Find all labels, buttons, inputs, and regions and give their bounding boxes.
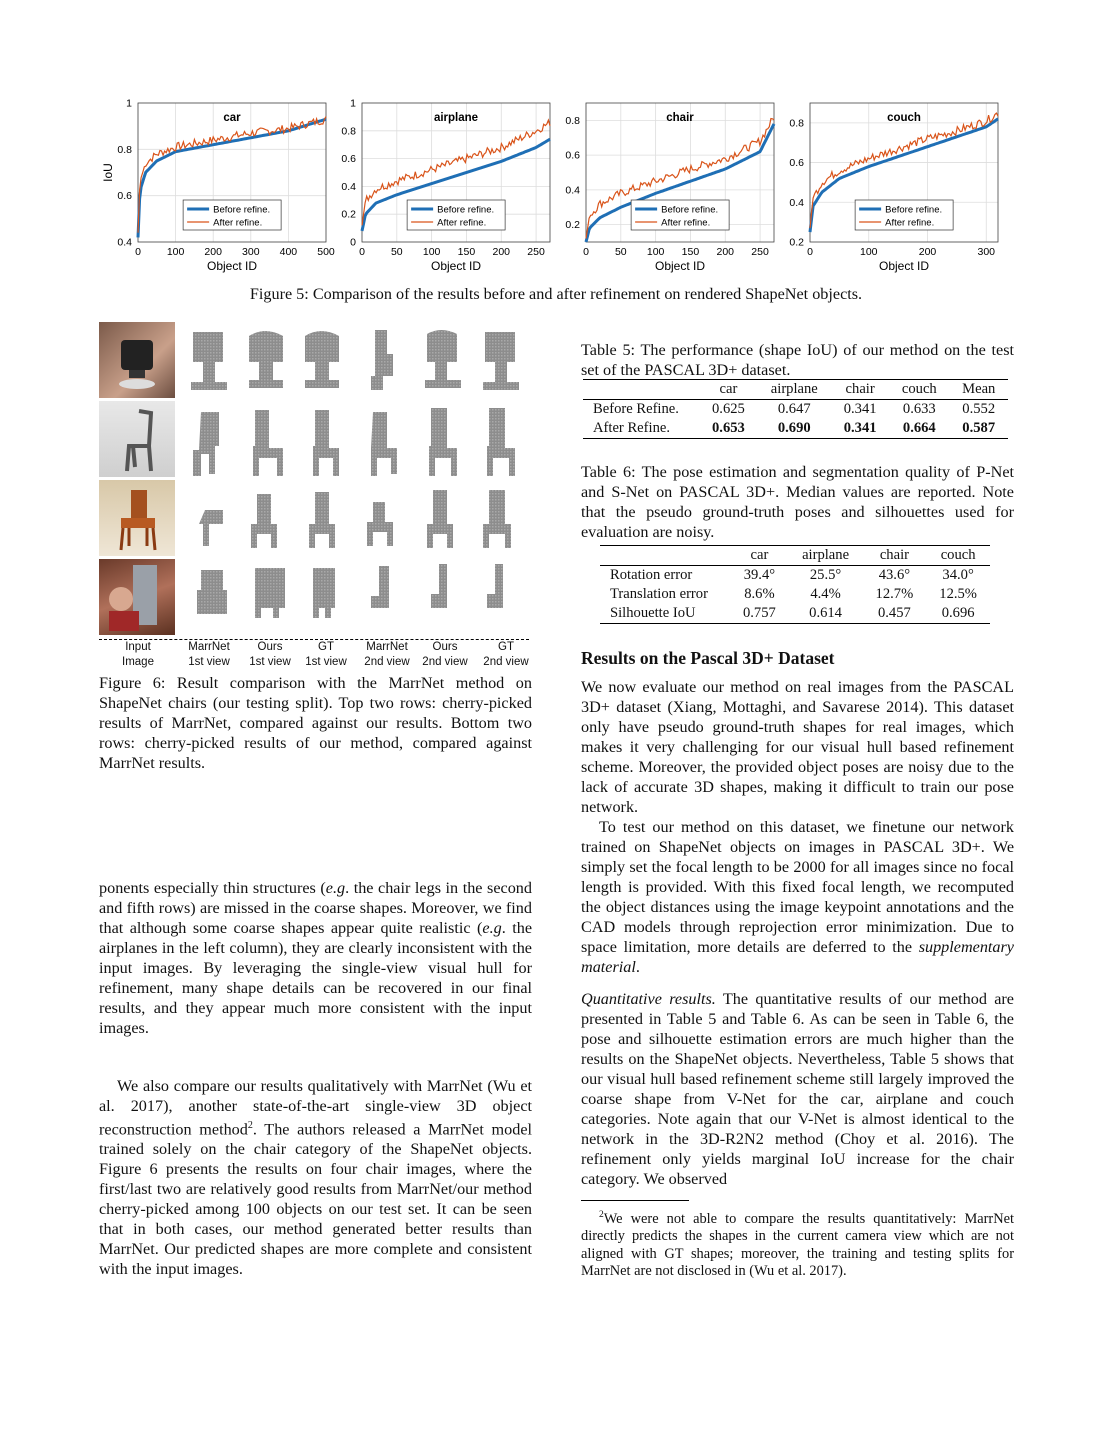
chart-title: couch (887, 112, 921, 124)
label-ours-1: Ours 1st view (249, 641, 291, 668)
label-marrnet-1: MarrNet 1st view (188, 641, 230, 668)
x-axis-label: Object ID (430, 259, 482, 273)
y-tick-label: 0 (350, 236, 356, 249)
input-photo-1 (99, 322, 175, 398)
x-tick-label: 200 (918, 246, 937, 258)
table5-caption: Table 5: The performance (shape IoU) of our method on the test set of the PASCAL 3D+ dataset. (581, 341, 1014, 379)
input-photo-4 (99, 559, 175, 635)
chart-svg (770, 95, 996, 285)
x-tick-label: 400 (279, 246, 298, 258)
y-tick-label: 0.6 (565, 149, 580, 162)
chart-couch (770, 95, 996, 285)
table-row: After Refine. 0.653 0.690 0.341 0.664 0.587 (583, 419, 1008, 439)
y-tick-label: 1 (126, 97, 132, 110)
legend-before-label: Before refine. (437, 204, 495, 216)
y-tick-label: 0.2 (789, 236, 804, 249)
footnote: $^2$We were not able to compare the results quantitatively: MarrNet directly predicts the shapes in the current camera view which are not aligned with GT shapes; moreover, the training and testing splits for MarrNet are not disclosed in (Wu et al. 2017). (581, 1210, 1014, 1280)
label-gt-1: GT 1st view (305, 641, 347, 668)
y-tick-label: 0.2 (565, 219, 580, 232)
y-tick-label: 0.8 (789, 117, 804, 130)
legend-after-label: After refine. (885, 217, 935, 229)
x-tick-label: 100 (859, 246, 878, 258)
y-tick-label: 0.8 (565, 114, 580, 127)
chart-svg (546, 95, 768, 285)
table6-caption: Table 6: The pose estimation and segmentation quality of P-Net and S-Net on PASCAL 3D+. Median values are reported. Note that the pseudo ground-truth poses and silhouettes used for evaluation are noisy. (581, 463, 1014, 541)
x-tick-label: 50 (390, 246, 403, 258)
x-axis-label: Object ID (878, 259, 930, 273)
chart-chair (546, 95, 768, 285)
chart-title: car (223, 112, 241, 124)
x-tick-label: 200 (492, 246, 511, 258)
right-column-text (581, 677, 1014, 1189)
x-tick-label: 150 (681, 246, 700, 258)
x-tick-label: 250 (527, 246, 545, 258)
input-photo-2 (99, 401, 175, 477)
x-tick-label: 50 (614, 246, 627, 258)
figure5-caption: Figure 5: Comparison of the results before and after refinement on rendered ShapeNet objects. (249, 285, 863, 303)
right-paragraph-3: Quantitative results. The quantitative results of our method are presented in Table 5 and Table 6. As can be seen in Table 6, the pose and silhouette estimation errors are much higher than the results on the ShapeNet objects. Nevertheless, Table 5 shows that our visual hull based refinement scheme still largely improved the coarse shape from V-Net for the car, airplane and couch categories. Note again that our V-Net is almost identical to the network in the 3D-R2N2 method (Choy et al. 2016). The refinement only yields marginal IoU increase for the chair category. We observed (581, 990, 1014, 1188)
section-heading: Results on the Pascal 3D+ Dataset (581, 648, 835, 668)
x-tick-label: 250 (751, 246, 769, 258)
legend-after-label: After refine. (213, 217, 263, 229)
x-tick-label: 500 (317, 246, 335, 258)
x-axis-label: Object ID (654, 259, 706, 273)
legend-before-label: Before refine. (213, 204, 271, 216)
x-tick-label: 150 (457, 246, 476, 258)
legend-after-label: After refine. (437, 217, 487, 229)
table-row: Rotation error 39.4° 25.5° 43.6° 34.0° (610, 567, 974, 583)
right-paragraph-2: To test our method on this dataset, we finetune our network trained on ShapeNet objects on images in PASCAL 3D+. We simply set the focal length to be 2000 for all images since no focal length is provided. With this fixed focal length, we recomputed the object distances using the image keypoint annotations and the CAD models through reprojection error minimization. Due to space limitation, more details are deferred to the supplementary material. (581, 818, 1014, 976)
chart-car (98, 95, 335, 285)
chart-svg (322, 95, 544, 285)
table5: car airplane chair couch Mean Before Refine. 0.625 0.647 0.341 0.633 0.552 After Refine. 0.653 0.690 0.341 0.664 0.587 (583, 379, 1008, 439)
left-paragraph-2: We also compare our results qualitatively with MarrNet (Wu et al. 2017), another state-of-the-art single-view 3D object reconstruction method$^2$. The authors released a MarrNet model trained solely on the chair category of the ShapeNet objects. Figure 6 presents the results on four chair images, where the first/last two are relatively good results from MarrNet/our method cherry-picked among 100 objects on our test set. It can be seen that in both cases, our method generated better results than MarrNet. Our predicted shapes are more complete and consistent with the input images. (99, 1077, 532, 1279)
chart-svg (98, 95, 335, 285)
x-tick-label: 300 (242, 246, 260, 258)
x-tick-label: 100 (646, 246, 665, 258)
y-tick-label: 0.4 (565, 184, 580, 197)
y-tick-label: 1 (350, 97, 356, 110)
chart-title: chair (666, 112, 694, 124)
y-tick-label: 0.4 (341, 180, 356, 193)
x-tick-label: 200 (204, 246, 222, 258)
label-gt-2: GT 2nd view (483, 641, 529, 668)
x-tick-label: 0 (359, 246, 365, 258)
left-column-text (99, 878, 532, 1279)
y-axis-label: IoU (101, 163, 115, 182)
figure6-caption: Figure 6: Result comparison with the MarrNet method on ShapeNet chairs (our testing split). Top two rows: cherry-picked results of MarrNet, compared against our results. Bottom two rows: cherry-picked results of our method, compared against MarrNet results. (99, 674, 532, 772)
y-tick-label: 0.2 (341, 208, 356, 221)
figure6-grid (99, 322, 529, 640)
x-tick-label: 300 (977, 246, 996, 258)
x-tick-label: 100 (422, 246, 441, 258)
x-tick-label: 100 (166, 246, 185, 258)
left-paragraph-1: ponents especially thin structures (e.g. the chair legs in the second and fifth rows) are missed in the coarse shapes. Moreover, we find that although some coarse shapes appear quite realistic (e.g. the airplanes in the left column), they are clearly inconsistent with the input images. By leveraging the single-view visual hull for refinement, many shape details can be recovered in our final results, and they appear much more consistent with the input images. (99, 879, 532, 1037)
y-tick-label: 0.6 (789, 157, 804, 170)
x-tick-label: 0 (807, 246, 813, 258)
right-paragraph-1: We now evaluate our method on real images from the PASCAL 3D+ dataset (Xiang, Mottaghi, and Savarese 2014). This dataset only have pseudo ground-truth shapes for real images, which makes it very challenging for our visual hull based refinement scheme. Moreover, the provided object poses are noisy due to the lack of accurate 3D shapes, making it difficult to train our pose network. (581, 678, 1014, 816)
x-axis-label: Object ID (206, 259, 258, 273)
legend-after-label: After refine. (661, 217, 711, 229)
table-row: Silhouette IoU 0.757 0.614 0.457 0.696 (600, 604, 990, 624)
voxel-results (183, 322, 529, 640)
chart-title: airplane (433, 112, 479, 124)
footnote-rule (581, 1200, 689, 1201)
legend-before-label: Before refine. (885, 204, 943, 216)
table6: car airplane chair couch Rotation error 39.4° 25.5° 43.6° 34.0° Translation error 8.6% 4.4% 12.7% 12.5% Silhouette IoU 0.757 0.614 0.457 0.696 (600, 545, 990, 624)
label-ours-2: Ours 2nd view (422, 641, 468, 668)
y-tick-label: 0.8 (341, 125, 356, 138)
legend-before-label: Before refine. (661, 204, 719, 216)
label-input: Input Image (122, 641, 154, 668)
label-marrnet-2: MarrNet 2nd view (364, 641, 410, 668)
chart-airplane (322, 95, 544, 285)
y-tick-label: 0.6 (341, 153, 356, 166)
y-tick-label: 0.6 (117, 190, 132, 203)
x-tick-label: 200 (716, 246, 735, 258)
y-tick-label: 0.4 (117, 236, 132, 249)
x-tick-label: 0 (135, 246, 141, 258)
table-row: Translation error 8.6% 4.4% 12.7% 12.5% (610, 586, 977, 602)
input-photo-3 (99, 480, 175, 556)
y-tick-label: 0.4 (789, 196, 804, 209)
x-tick-label: 0 (583, 246, 589, 258)
table-row: Before Refine. 0.625 0.647 0.341 0.633 0.552 (593, 401, 996, 417)
y-tick-label: 0.8 (117, 143, 132, 156)
